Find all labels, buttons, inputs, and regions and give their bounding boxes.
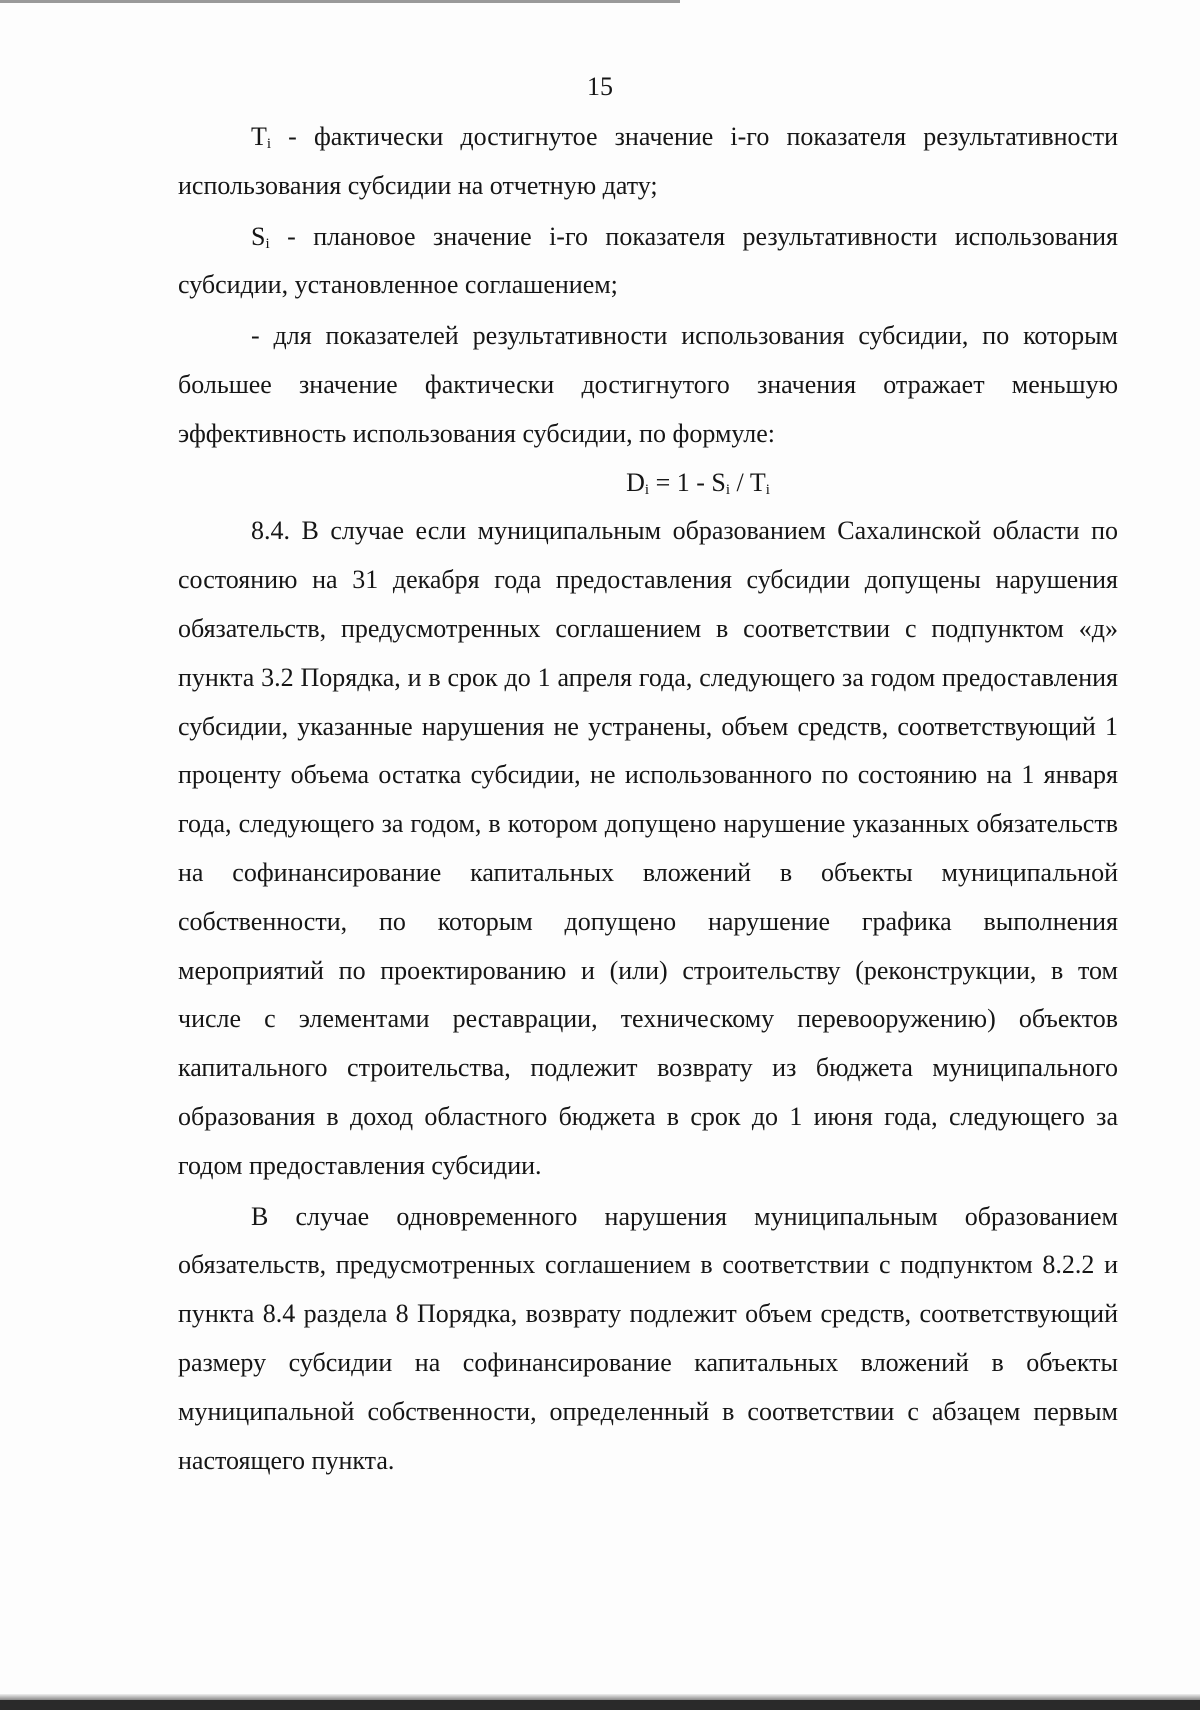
paragraph-simultaneous-violation: В случае одновременного нарушения муниципальным образованием обязательств, предусмотренных соглашением в соответствии с подпунктом 8.2.2 и пункта 8.4 раздела 8 Порядка, возврату подлежит объем средств, соответствующий размеру субсидии на софинансирование капитальных вложений в объекты муниципальной собственности, определенный в соответствии с абзацем первым настоящего пункта. <box>178 1201 1118 1475</box>
subscript-i: i <box>266 136 272 152</box>
formula-d: D <box>626 467 645 497</box>
subscript-i: i <box>265 235 270 252</box>
variable-s: S <box>251 221 266 251</box>
formula <box>178 459 1118 508</box>
formula-slash: / <box>730 467 750 497</box>
formula-s-subscript: i <box>725 481 731 498</box>
page-number: 15 <box>587 72 613 101</box>
formula-d-subscript: i <box>644 481 650 498</box>
variable-t: T <box>251 122 267 151</box>
paragraph-ti-definition <box>178 113 1118 211</box>
paragraph-clause-8-4: 8.4. В случае если муниципальным образованием Сахалинской области по состоянию на 31 декабря года предоставления субсидии допущены нарушения обязательств, предусмотренных соглашением в соответствии с подпунктом «д» пункта 3.2 Порядка, и в срок до 1 апреля года, следующего за годом предоставления субсидии, указанные нарушения не устранены, объем средств, соответствующий 1 проценту объема остатка субсидии, не использованного по состоянию на 1 января года, следующего за годом, в котором допущено нарушение указанных обязательств на софинансирование капитальных вложений в объекты муниципальной собственности, по которым допущено нарушение графика выполнения мероприятий по проектированию и (или) строительству (реконструкции, в том числе с элементами реставрации, техническому перевооружению) объектов капитального строительства, подлежит возврату из бюджета муниципального образования в доход областного бюджета в срок до 1 июня года, следующего за годом предоставления субсидии. <box>178 516 1118 1180</box>
scan-edge-bottom <box>0 1700 1200 1710</box>
formula-s: S <box>711 467 726 497</box>
formula-t: T <box>749 467 766 497</box>
paragraph-inverse-indicators: - для показателей результативности использования субсидии, по которым большее значение фактически достигнутого значения отражает меньшую эффективность использования субсидии, по формуле: <box>178 321 1118 448</box>
formula-t-subscript: i <box>765 481 770 498</box>
paragraph-si-definition <box>178 213 1118 311</box>
document-body <box>178 113 1118 1485</box>
scan-edge-top <box>0 0 680 3</box>
ti-definition-text: - фактически достигнутое значение i-го показателя результативности использования субсидии на отчетную дату; <box>178 122 1118 200</box>
formula-equals: = 1 - <box>649 467 712 497</box>
si-definition-text: - плановое значение i-го показателя результативности использования субсидии, установленное соглашением; <box>178 221 1118 300</box>
